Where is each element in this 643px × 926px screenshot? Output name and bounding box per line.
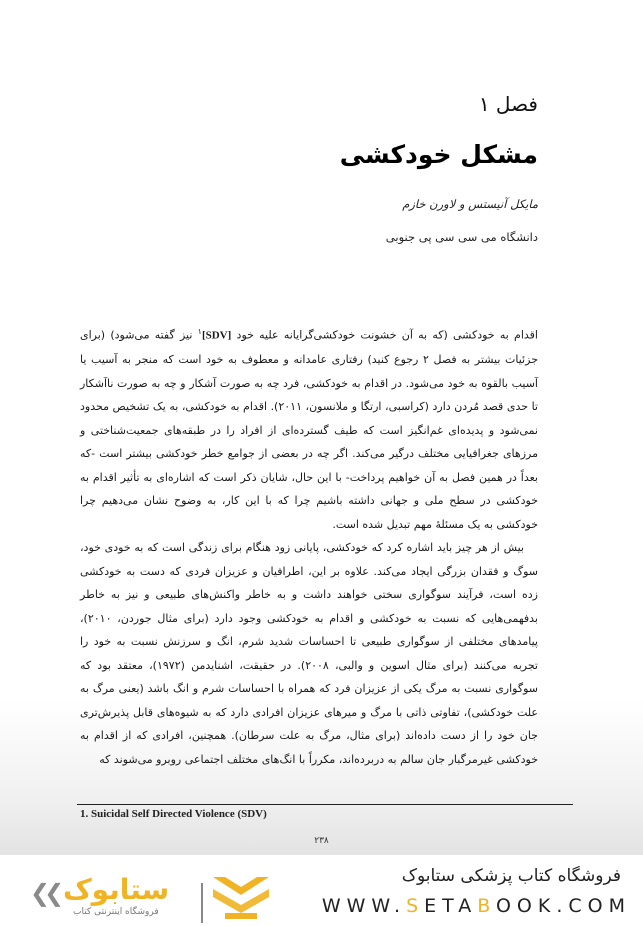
paragraph-1-text-a: اقدام به خودکشی (که به آن خشونت خودکشی‌گرایانه علیه خود bbox=[231, 328, 538, 342]
url-part: ETA bbox=[424, 895, 478, 917]
url-highlight: S bbox=[406, 895, 425, 917]
setabook-logo[interactable] bbox=[28, 865, 253, 920]
store-name: فروشگاه کتاب پزشکی ستابوک bbox=[401, 866, 621, 886]
double-chevron-icon: ❮❮ bbox=[30, 879, 59, 907]
paragraph-2: بیش از هر چیز باید اشاره کرد که خودکشی، پایانی زود هنگام برای زندگی است که به خودی خود، سوگ و فقدان بزرگی ایجاد می‌کند. علاوه بر این، اطرافیان و عزیزان فردی که دست به خودکشی زده است، فرآیند سوگواری سختی خواهند داشت و به خاطر واکنش‌های طبیعی و نیز به خاطر بدفهمی‌هایی که نسبت به خودکشی و اقدام به خودکشی وجود دارد (برای مثال جوردن، ۲۰۱۰)، پیامدهای مختلفی از سوگواری طبیعی تا احساسات شدید شرم، انگ و سرزنش نسبت به خود را تجربه می‌کنند (برای مثال اسوین و والبی، ۲۰۰۸). در حقیقت، اشنایدمن (۱۹۷۲)، معتقد بود که سوگواری نسبت به مرگ یکی از عزیزان فرد که همراه با احساسات شرم و انگ باشد (یعنی مرگ به علت خودکشی)، تفاوتی ذاتی با مرگ و میرهای عزیزان افرادی دارد که به شیوه‌های قابل پذیرش‌تری جان خود را از دست داده‌اند (برای مثال، مرگ به علت سرطان). همچنین، افرادی که از اقدام به خودکشی غیرمرگبار جان سالم به دربرده‌اند، مکرراً با انگ‌های مختلف اجتماعی روبرو می‌شوند که bbox=[80, 541, 538, 766]
logo-subtitle: فروشگاه اینترنتی کتاب bbox=[73, 907, 159, 917]
chevron-emblem-icon bbox=[211, 873, 271, 921]
logo-divider bbox=[201, 883, 203, 923]
logo-wordmark: ستابوک bbox=[63, 873, 170, 906]
chapter-affiliation: دانشگاه می سی سی پی جنوبی bbox=[385, 230, 538, 244]
sdv-abbreviation: [SDV] bbox=[201, 329, 232, 342]
url-part: OOK.COM bbox=[495, 895, 631, 917]
page-number: ۲۳۸ bbox=[314, 836, 329, 846]
paragraph-1 bbox=[80, 320, 538, 536]
store-url[interactable] bbox=[322, 895, 631, 917]
footnote-marker[interactable]: ۱ bbox=[197, 327, 202, 336]
chapter-title: مشکل خودکشی bbox=[339, 140, 538, 169]
chapter-authors: مایکل آنیستس و لاورن خازم bbox=[402, 197, 538, 211]
paragraph-1-text-b: نیز گفته می‌شود) (برای جزئیات بیشتر به فصل ۲ رجوع کنید) رفتاری عامدانه و معطوف به خود است که منجر به آسیب یا آسیب بالقوه به خود می‌شود. در اقدام به خودکشی، فرد چه به صورت آشکار و چه به صورت ناآشکار تا حدی قصد مُردن دارد (کراسبی، ارتگا و ملانسون، ۲۰۱۱). اقدام به خودکشی، به یک تشخیص محدود نمی‌شود و پدیده‌ای غم‌انگیز است که طیف گسترده‌ای از افراد را در طبقه‌های جمعیت‌شناختی و مرزهای جغرافیایی مختلف درگیر می‌کند. اگر چه در بعضی از جوامع خطر خودکشی بیشتر است -که بعداً در همین فصل به آن خواهیم پرداخت- با این حال، شایان ذکر است که اشاره‌ای به تأثیر اقدام به خودکشی در سطح ملی و جهانی داشته باشیم چرا که با این کار، به وضوح نشان می‌دهیم چرا خودکشی به یک مسئلهٔ مهم تبدیل شده است. bbox=[80, 328, 538, 531]
chapter-number: فصل ۱ bbox=[478, 92, 538, 116]
url-part: WWW. bbox=[321, 895, 407, 917]
footnote: 1. Suicidal Self Directed Violence (SDV) bbox=[80, 808, 267, 820]
body-text bbox=[80, 320, 538, 771]
footnote-divider bbox=[77, 804, 573, 805]
url-highlight: B bbox=[477, 895, 496, 917]
